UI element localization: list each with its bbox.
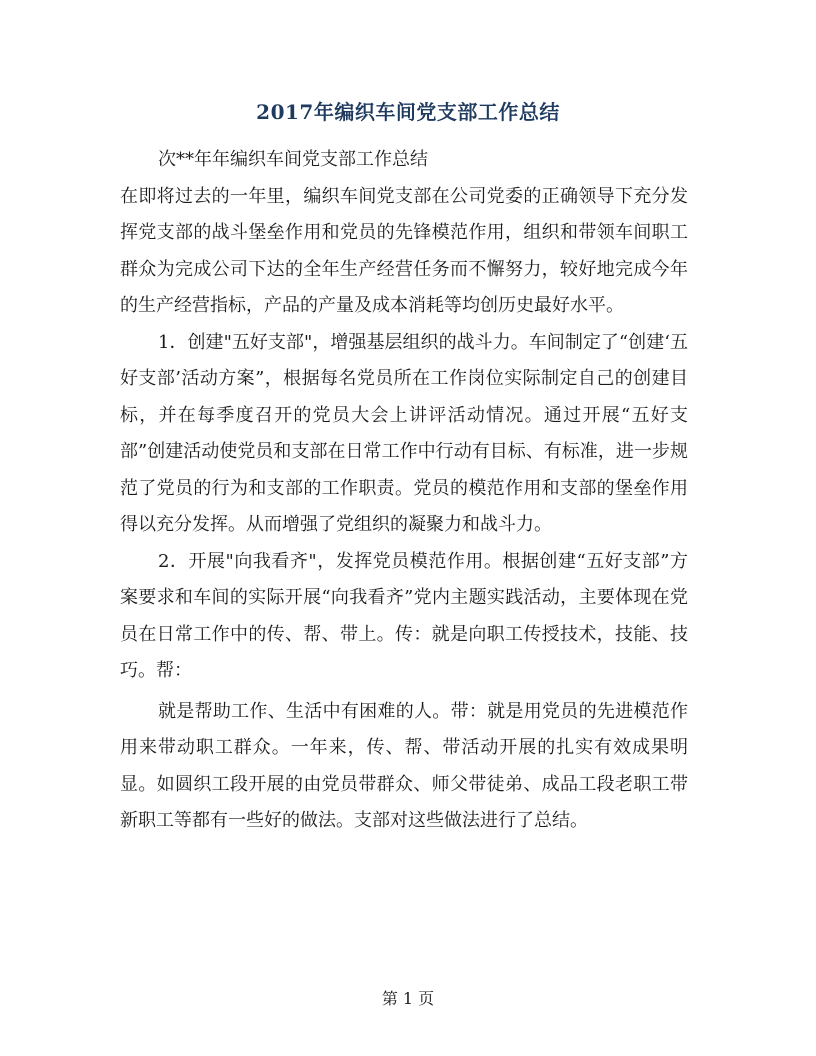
paragraph-item-2-continued: 就是帮助工作、生活中有困难的人。带：就是用党员的先进模范作用来带动职工群众。一年来，传、帮、带活动开展的扎实有效成果明显。如圆织工段开展的由党员带群众、师父带徒弟、成品工段老职工带新职工等都有一些好的做法。支部对这些做法进行了总结。: [120, 700, 688, 831]
document-subtitle: 次**年年编织车间党支部工作总结: [158, 149, 428, 170]
paragraph-item-2: 2．开展"向我看齐"，发挥党员模范作用。根据创建“五好支部”方案要求和车间的实际开展“向我看齐”党内主题实践活动，主要体现在党员在日常工作中的传、帮、带上。传：就是向职工传授技术，技能、技巧。帮：: [120, 550, 688, 681]
document-body: [120, 142, 688, 840]
paragraph-item-1: 1．创建"五好支部"，增强基层组织的战斗力。车间制定了“创建‘五好支部’活动方案”，根据每名党员所在工作岗位实际制定自己的创建目标，并在每季度召开的党员大会上讲评活动情况。通过开展“五好支部”创建活动使党员和支部在日常工作中行动有目标、有标准，进一步规范了党员的行为和支部的工作职责。党员的模范作用和支部的堡垒作用得以充分发挥。从而增强了党组织的凝聚力和战斗力。: [120, 331, 688, 535]
document-title: 2017年编织车间党支部工作总结: [256, 100, 560, 124]
paragraph-intro: 在即将过去的一年里，编织车间党支部在公司党委的正确领导下充分发挥党支部的战斗堡垒作用和党员的先锋模范作用，组织和带领车间职工群众为完成公司下达的全年生产经营任务而不懈努力，较好地完成今年的生产经营指标，产品的产量及成本消耗等均创历史最好水平。: [120, 185, 688, 316]
page-number: 第 1 页: [381, 989, 435, 1008]
